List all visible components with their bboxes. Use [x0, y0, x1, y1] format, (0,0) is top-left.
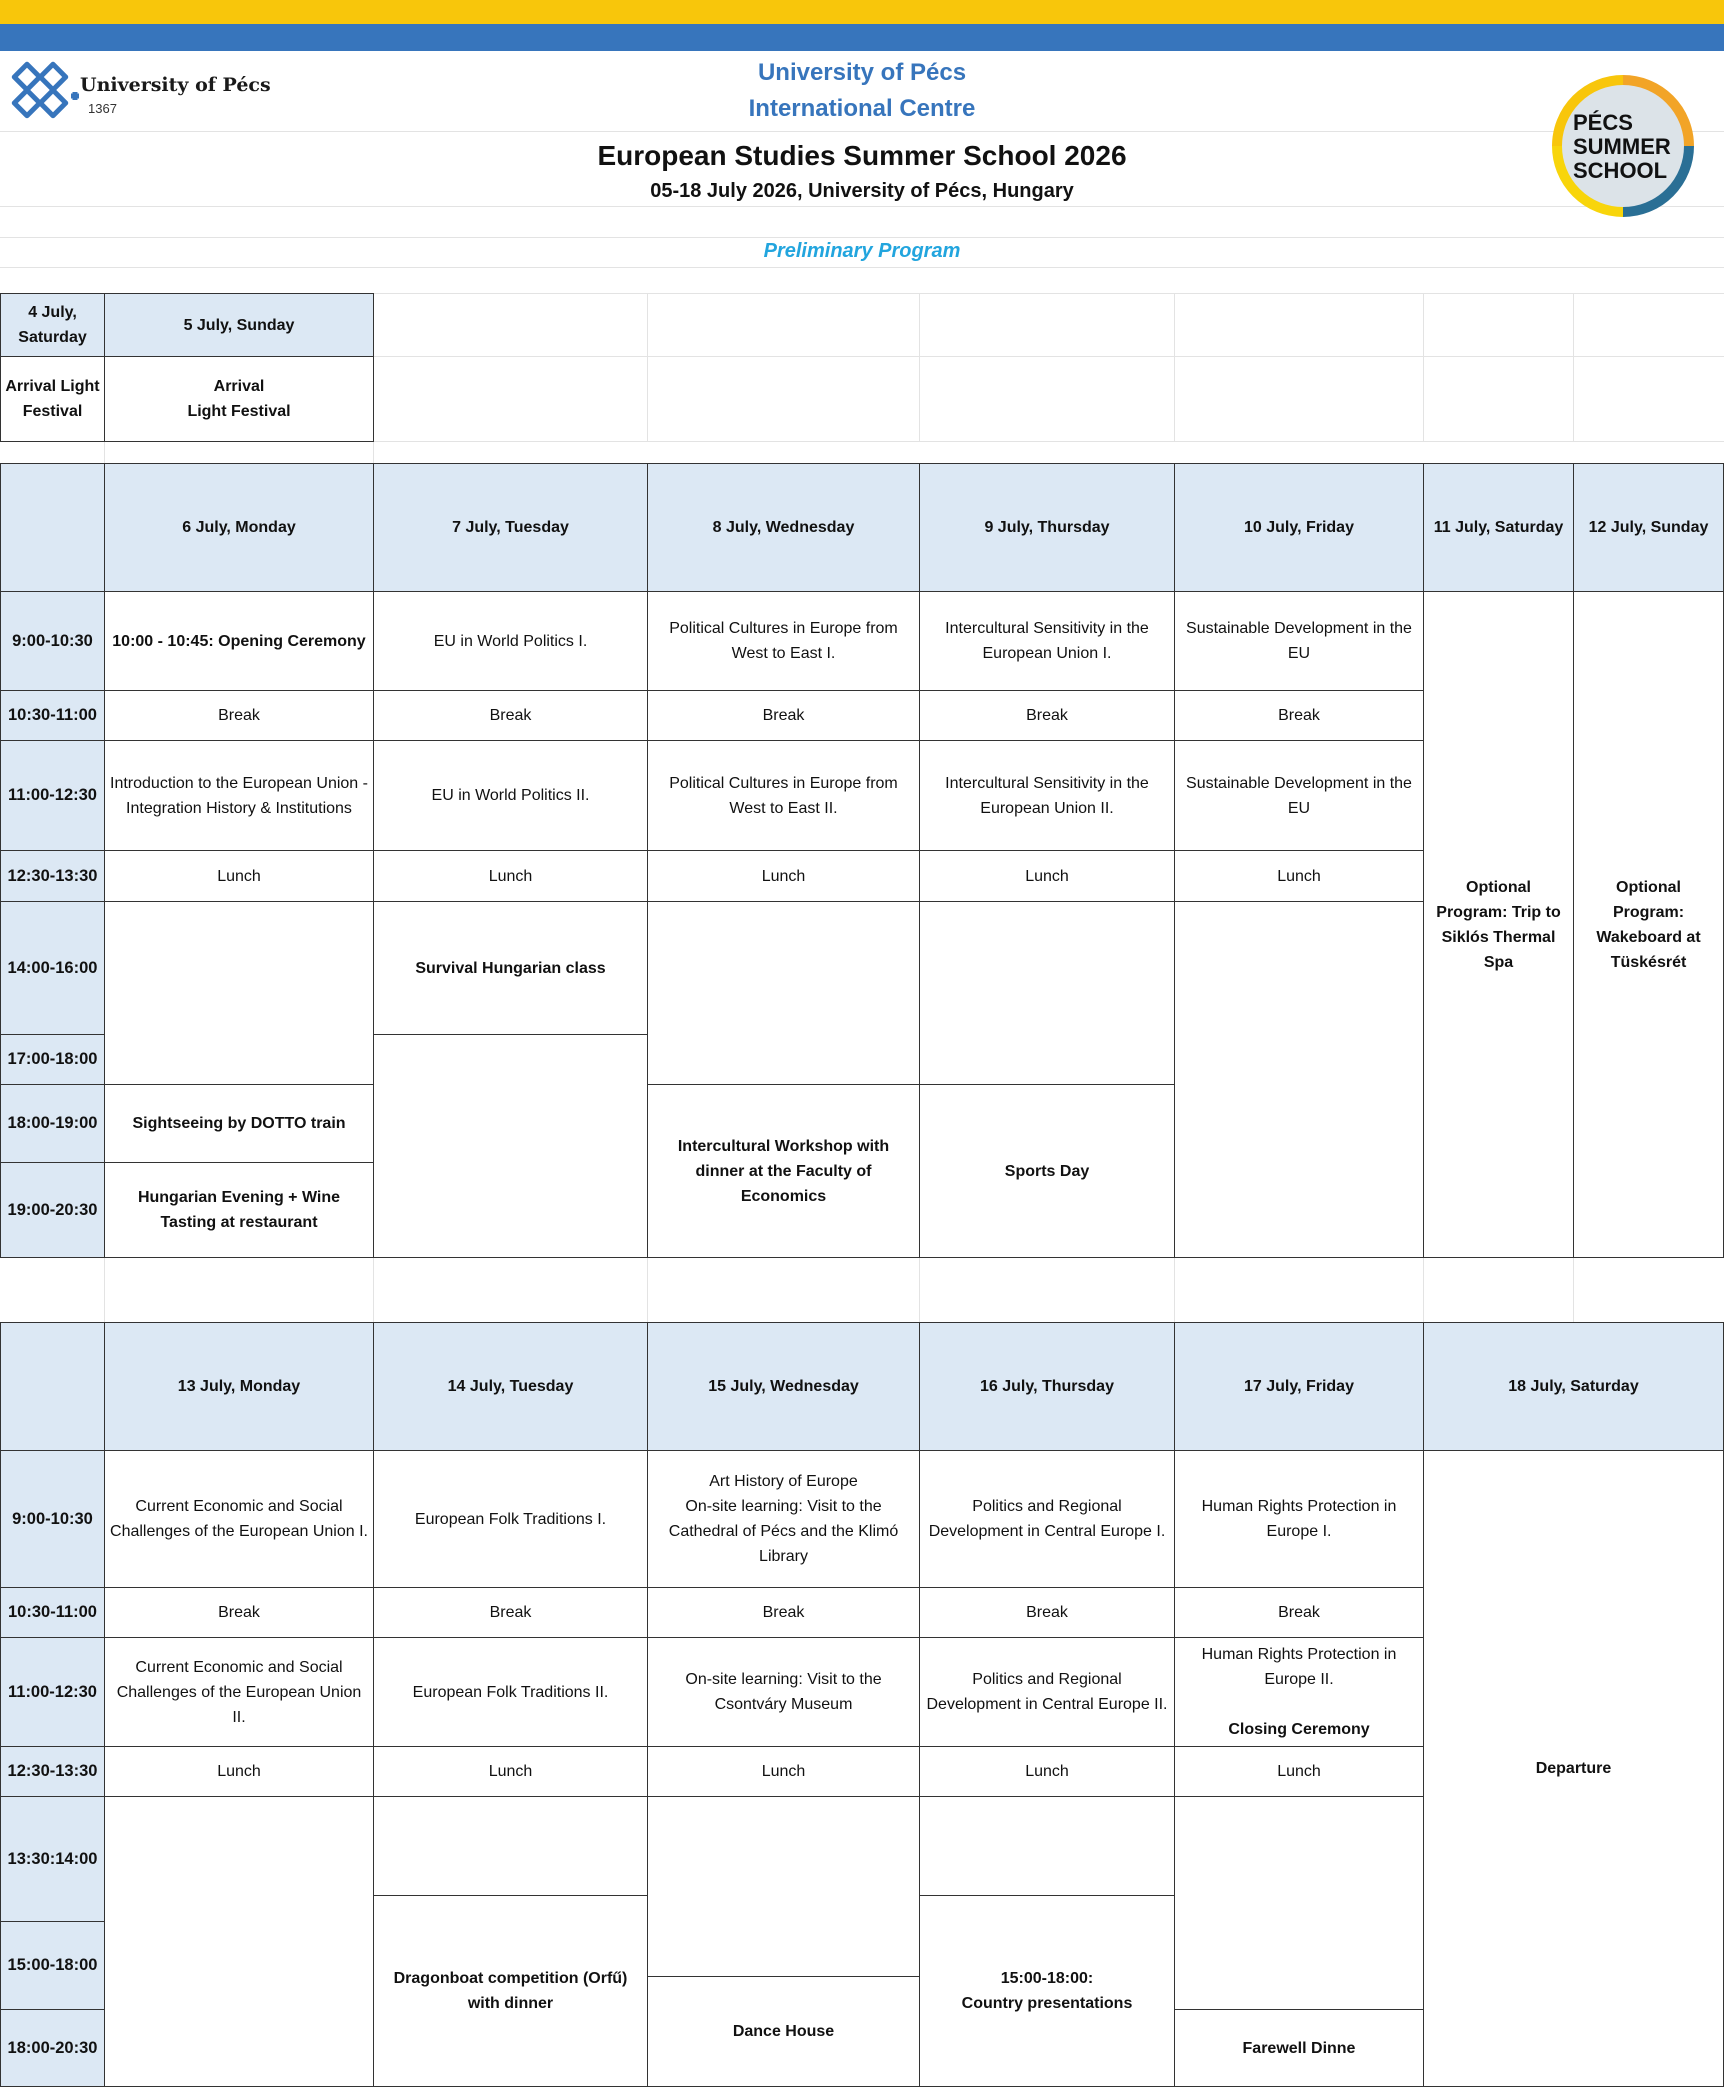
week1-tue-break: Break	[373, 690, 648, 741]
week1-time: 11:00-12:30	[0, 740, 105, 851]
arrival-day-5-cell: Arrival Light Festival	[104, 356, 374, 442]
grid-line	[0, 206, 1724, 207]
arrival-day-5-header: 5 July, Sunday	[104, 293, 374, 357]
grid-line	[647, 293, 648, 442]
page-title: European Studies Summer School 2026	[597, 140, 1127, 171]
svg-text:PÉCS: PÉCS	[1573, 110, 1633, 135]
week1-day-header: 10 July, Friday	[1174, 463, 1424, 592]
week2-wed-session-2: On-site learning: Visit to the Csontváry Museum	[647, 1637, 920, 1747]
week1-thu-lunch: Lunch	[919, 850, 1175, 902]
week2-day-header: 18 July, Saturday	[1423, 1322, 1724, 1451]
week2-mon-afternoon-empty	[104, 1796, 374, 2087]
week2-thu-lunch: Lunch	[919, 1746, 1175, 1797]
week2-wed-session-1: Art History of Europe On-site learning: Visit to the Cathedral of Pécs and the Klimó Library	[647, 1450, 920, 1588]
grid-line	[919, 293, 920, 442]
week2-day-header: 13 July, Monday	[104, 1322, 374, 1451]
week2-thu-break: Break	[919, 1587, 1175, 1638]
week2-fri-session-1: Human Rights Protection in Europe I.	[1174, 1450, 1424, 1588]
closing-ceremony-label: Closing Ceremony	[1228, 1721, 1370, 1738]
week1-wed-evening: Intercultural Workshop with dinner at the Faculty of Economics	[647, 1084, 920, 1258]
week2-time: 10:30-11:00	[0, 1587, 105, 1638]
arrival-day-4-header: 4 July, Saturday	[0, 293, 105, 357]
week1-wed-session-2: Political Cultures in Europe from West to East II.	[647, 740, 920, 851]
summer-school-badge-icon	[1549, 72, 1697, 220]
week2-fri-session-2: Human Rights Protection in Europe II. Closing Ceremony	[1174, 1637, 1424, 1747]
week1-wed-break: Break	[647, 690, 920, 741]
week1-mon-afternoon-empty	[104, 901, 374, 1085]
week1-day-header: 8 July, Wednesday	[647, 463, 920, 592]
week1-day-header: 9 July, Thursday	[919, 463, 1175, 592]
week1-mon-sightseeing: Sightseeing by DOTTO train	[104, 1084, 374, 1163]
week1-time: 14:00-16:00	[0, 901, 105, 1035]
logo-name: University of Pécs	[80, 74, 271, 96]
week2-thu-evening: 15:00-18:00: Country presentations	[919, 1895, 1175, 2087]
week1-day-header: 11 July, Saturday	[1423, 463, 1574, 592]
week2-wed-break: Break	[647, 1587, 920, 1638]
week2-mon-session-2: Current Economic and Social Challenges of the European Union II.	[104, 1637, 374, 1747]
grid-line	[104, 1257, 105, 1323]
week2-fri-lunch: Lunch	[1174, 1746, 1424, 1797]
week1-day-header: 7 July, Tuesday	[373, 463, 648, 592]
week1-corner	[0, 463, 105, 592]
week2-tue-lunch: Lunch	[373, 1746, 648, 1797]
week2-time: 9:00-10:30	[0, 1450, 105, 1588]
week1-time: 18:00-19:00	[0, 1084, 105, 1163]
week1-day-header: 12 July, Sunday	[1573, 463, 1724, 592]
week1-tue-afternoon: Survival Hungarian class	[373, 901, 648, 1035]
grid-line	[0, 237, 1724, 238]
week1-fri-break: Break	[1174, 690, 1424, 741]
week2-day-header: 14 July, Tuesday	[373, 1322, 648, 1451]
grid-line	[0, 131, 1724, 132]
week2-tue-afternoon-empty	[373, 1796, 648, 1896]
week2-mon-lunch: Lunch	[104, 1746, 374, 1797]
svg-text:SCHOOL: SCHOOL	[1573, 158, 1668, 183]
week2-thu-session-2: Politics and Regional Development in Central Europe II.	[919, 1637, 1175, 1747]
week2-fri-break: Break	[1174, 1587, 1424, 1638]
grid-line	[1423, 1257, 1424, 1323]
week1-mon-session-2: Introduction to the European Union - Integration History & Institutions	[104, 740, 374, 851]
svg-text:SUMMER: SUMMER	[1573, 134, 1671, 159]
week1-sun-optional-program: Optional Program: Wakeboard at Tüskésrét	[1573, 591, 1724, 1258]
week2-corner	[0, 1322, 105, 1451]
week2-time: 18:00-20:30	[0, 2009, 105, 2087]
week1-time: 12:30-13:30	[0, 850, 105, 902]
grid-line	[1573, 293, 1574, 442]
week1-mon-lunch: Lunch	[104, 850, 374, 902]
week1-thu-break: Break	[919, 690, 1175, 741]
week1-day-header: 6 July, Monday	[104, 463, 374, 592]
header-subtitle: Preliminary Program	[763, 240, 961, 262]
week1-wed-session-1: Political Cultures in Europe from West to East I.	[647, 591, 920, 691]
week2-tue-session-2: European Folk Traditions II.	[373, 1637, 648, 1747]
week2-thu-afternoon-empty	[919, 1796, 1175, 1896]
week2-time: 13:30:14:00	[0, 1796, 105, 1922]
week1-thu-session-1: Intercultural Sensitivity in the European Union I.	[919, 591, 1175, 691]
week2-wed-afternoon-empty	[647, 1796, 920, 1977]
grid-line	[0, 267, 1724, 268]
week2-mon-session-1: Current Economic and Social Challenges of the European Union I.	[104, 1450, 374, 1588]
week1-fri-afternoon-empty	[1174, 901, 1424, 1258]
week1-thu-evening: Sports Day	[919, 1084, 1175, 1258]
week1-fri-session-1: Sustainable Development in the EU	[1174, 591, 1424, 691]
week2-fri-afternoon-empty	[1174, 1796, 1424, 2010]
week1-tue-session-1: EU in World Politics I.	[373, 591, 648, 691]
header-university: University of Pécs	[757, 59, 967, 86]
week1-mon-evening: Hungarian Evening + Wine Tasting at restaurant	[104, 1162, 374, 1258]
header-centre: International Centre	[748, 95, 976, 122]
week1-time: 9:00-10:30	[0, 591, 105, 691]
week2-time: 15:00-18:00	[0, 1921, 105, 2010]
week1-fri-session-2: Sustainable Development in the EU	[1174, 740, 1424, 851]
week2-sat-departure: Departure	[1423, 1450, 1724, 2087]
header-dates: 05-18 July 2026, University of Pécs, Hungary	[650, 180, 1074, 202]
week2-mon-break: Break	[104, 1587, 374, 1638]
week1-time: 17:00-18:00	[0, 1034, 105, 1085]
week2-tue-evening: Dragonboat competition (Orfű) with dinner	[373, 1895, 648, 2087]
week1-tue-evening-empty	[373, 1034, 648, 1258]
grid-line	[1174, 293, 1175, 442]
top-blue-bar	[0, 24, 1724, 51]
top-yellow-bar	[0, 0, 1724, 24]
week2-tue-break: Break	[373, 1587, 648, 1638]
week1-mon-break: Break	[104, 690, 374, 741]
week1-thu-session-2: Intercultural Sensitivity in the European Union II.	[919, 740, 1175, 851]
grid-line	[373, 441, 374, 464]
week2-tue-session-1: European Folk Traditions I.	[373, 1450, 648, 1588]
week2-wed-lunch: Lunch	[647, 1746, 920, 1797]
week1-fri-lunch: Lunch	[1174, 850, 1424, 902]
week2-fri-evening: Farewell Dinne	[1174, 2009, 1424, 2087]
week1-mon-session-1: 10:00 - 10:45: Opening Ceremony	[104, 591, 374, 691]
week1-wed-lunch: Lunch	[647, 850, 920, 902]
grid-line	[104, 441, 105, 464]
grid-line	[1423, 293, 1424, 442]
week1-thu-afternoon-empty	[919, 901, 1175, 1085]
grid-line	[647, 1257, 648, 1323]
logo-year: 1367	[88, 101, 117, 116]
week2-thu-session-1: Politics and Regional Development in Central Europe I.	[919, 1450, 1175, 1588]
grid-line	[919, 1257, 920, 1323]
week1-tue-lunch: Lunch	[373, 850, 648, 902]
week1-time: 19:00-20:30	[0, 1162, 105, 1258]
week2-time: 11:00-12:30	[0, 1637, 105, 1747]
week2-time: 12:30-13:30	[0, 1746, 105, 1797]
week1-tue-session-2: EU in World Politics II.	[373, 740, 648, 851]
week1-sat-optional-program: Optional Program: Trip to Siklós Thermal Spa	[1423, 591, 1574, 1258]
arrival-day-4-cell: Arrival Light Festival	[0, 356, 105, 442]
week1-wed-afternoon-empty	[647, 901, 920, 1085]
week2-day-header: 17 July, Friday	[1174, 1322, 1424, 1451]
grid-line	[1174, 1257, 1175, 1323]
week2-day-header: 15 July, Wednesday	[647, 1322, 920, 1451]
week2-day-header: 16 July, Thursday	[919, 1322, 1175, 1451]
week1-time: 10:30-11:00	[0, 690, 105, 741]
week2-wed-evening: Dance House	[647, 1976, 920, 2087]
grid-line	[373, 1257, 374, 1323]
grid-line	[1573, 1257, 1574, 1323]
